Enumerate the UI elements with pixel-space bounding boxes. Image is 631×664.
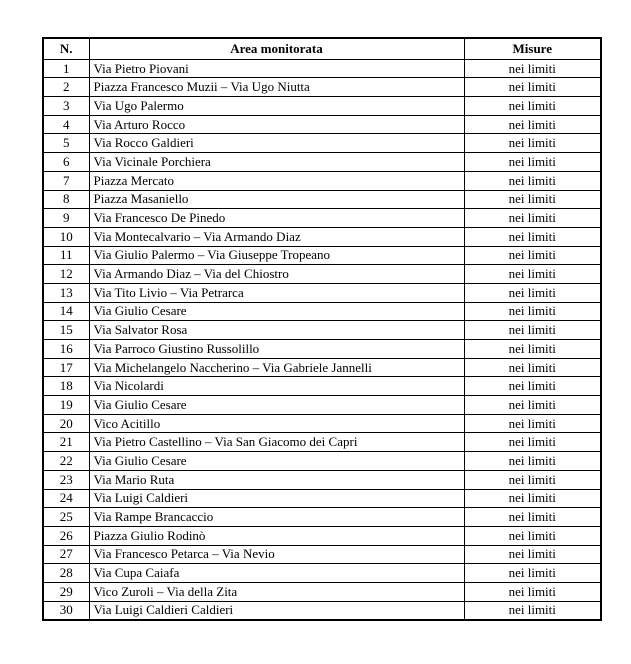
cell-row-number: 11 [43, 246, 89, 265]
cell-area-name: Via Rampe Brancaccio [89, 508, 464, 527]
table-row [43, 265, 601, 284]
cell-misure-value: nei limiti [464, 377, 601, 396]
cell-area-name: Via Parroco Giustino Russolillo [89, 340, 464, 359]
table-header-row [43, 38, 601, 59]
table-row [43, 470, 601, 489]
cell-row-number: 13 [43, 283, 89, 302]
cell-misure-value: nei limiti [464, 134, 601, 153]
table-row [43, 377, 601, 396]
cell-misure-value: nei limiti [464, 470, 601, 489]
cell-misure-value: nei limiti [464, 489, 601, 508]
table-row [43, 115, 601, 134]
cell-row-number: 8 [43, 190, 89, 209]
cell-misure-value: nei limiti [464, 545, 601, 564]
table-row [43, 78, 601, 97]
table-row [43, 321, 601, 340]
cell-misure-value: nei limiti [464, 97, 601, 116]
cell-row-number: 3 [43, 97, 89, 116]
cell-row-number: 12 [43, 265, 89, 284]
cell-misure-value: nei limiti [464, 433, 601, 452]
cell-area-name: Via Vicinale Porchiera [89, 153, 464, 172]
cell-row-number: 23 [43, 470, 89, 489]
cell-misure-value: nei limiti [464, 321, 601, 340]
cell-row-number: 15 [43, 321, 89, 340]
cell-row-number: 7 [43, 171, 89, 190]
cell-area-name: Via Cupa Caiafa [89, 564, 464, 583]
cell-row-number: 19 [43, 396, 89, 415]
table-row [43, 134, 601, 153]
table-row [43, 545, 601, 564]
cell-misure-value: nei limiti [464, 601, 601, 620]
cell-misure-value: nei limiti [464, 171, 601, 190]
cell-area-name: Piazza Mercato [89, 171, 464, 190]
table-row [43, 564, 601, 583]
cell-area-name: Via Giulio Cesare [89, 396, 464, 415]
table-row [43, 340, 601, 359]
cell-row-number: 14 [43, 302, 89, 321]
column-header-misure: Misure [464, 38, 601, 59]
table-row [43, 171, 601, 190]
cell-area-name: Via Pietro Piovani [89, 59, 464, 78]
cell-misure-value: nei limiti [464, 396, 601, 415]
cell-misure-value: nei limiti [464, 582, 601, 601]
cell-misure-value: nei limiti [464, 340, 601, 359]
cell-row-number: 25 [43, 508, 89, 527]
cell-area-name: Via Luigi Caldieri Caldieri [89, 601, 464, 620]
cell-row-number: 5 [43, 134, 89, 153]
cell-misure-value: nei limiti [464, 508, 601, 527]
cell-row-number: 21 [43, 433, 89, 452]
cell-area-name: Via Ugo Palermo [89, 97, 464, 116]
cell-misure-value: nei limiti [464, 227, 601, 246]
cell-row-number: 2 [43, 78, 89, 97]
table-row [43, 582, 601, 601]
cell-row-number: 4 [43, 115, 89, 134]
cell-misure-value: nei limiti [464, 526, 601, 545]
table-row [43, 209, 601, 228]
cell-misure-value: nei limiti [464, 302, 601, 321]
table-row [43, 414, 601, 433]
cell-row-number: 22 [43, 452, 89, 471]
cell-misure-value: nei limiti [464, 452, 601, 471]
cell-row-number: 16 [43, 340, 89, 359]
cell-misure-value: nei limiti [464, 283, 601, 302]
cell-row-number: 24 [43, 489, 89, 508]
cell-area-name: Via Nicolardi [89, 377, 464, 396]
cell-misure-value: nei limiti [464, 209, 601, 228]
cell-misure-value: nei limiti [464, 115, 601, 134]
cell-area-name: Piazza Francesco Muzii – Via Ugo Niutta [89, 78, 464, 97]
column-header-n: N. [43, 38, 89, 59]
cell-row-number: 17 [43, 358, 89, 377]
cell-row-number: 27 [43, 545, 89, 564]
column-header-area: Area monitorata [89, 38, 464, 59]
cell-area-name: Via Mario Ruta [89, 470, 464, 489]
cell-area-name: Via Pietro Castellino – Via San Giacomo dei Capri [89, 433, 464, 452]
cell-row-number: 9 [43, 209, 89, 228]
cell-misure-value: nei limiti [464, 78, 601, 97]
cell-area-name: Piazza Masaniello [89, 190, 464, 209]
cell-misure-value: nei limiti [464, 190, 601, 209]
cell-area-name: Via Giulio Cesare [89, 302, 464, 321]
table-row [43, 153, 601, 172]
table-body [43, 59, 601, 620]
table-row [43, 601, 601, 620]
cell-misure-value: nei limiti [464, 414, 601, 433]
cell-area-name: Via Francesco Petarca – Via Nevio [89, 545, 464, 564]
monitoring-table [42, 37, 602, 621]
cell-area-name: Via Montecalvario – Via Armando Diaz [89, 227, 464, 246]
table-row [43, 190, 601, 209]
table-row [43, 433, 601, 452]
cell-misure-value: nei limiti [464, 246, 601, 265]
cell-area-name: Via Tito Livio – Via Petrarca [89, 283, 464, 302]
cell-row-number: 28 [43, 564, 89, 583]
cell-area-name: Piazza Giulio Rodinò [89, 526, 464, 545]
cell-row-number: 30 [43, 601, 89, 620]
cell-area-name: Via Arturo Rocco [89, 115, 464, 134]
cell-misure-value: nei limiti [464, 59, 601, 78]
table-row [43, 508, 601, 527]
cell-area-name: Via Francesco De Pinedo [89, 209, 464, 228]
cell-row-number: 10 [43, 227, 89, 246]
table-row [43, 59, 601, 78]
cell-area-name: Via Giulio Cesare [89, 452, 464, 471]
table-row [43, 489, 601, 508]
cell-area-name: Via Michelangelo Naccherino – Via Gabriele Jannelli [89, 358, 464, 377]
cell-misure-value: nei limiti [464, 153, 601, 172]
cell-area-name: Via Rocco Galdieri [89, 134, 464, 153]
table-row [43, 227, 601, 246]
cell-misure-value: nei limiti [464, 564, 601, 583]
cell-misure-value: nei limiti [464, 358, 601, 377]
cell-misure-value: nei limiti [464, 265, 601, 284]
cell-row-number: 1 [43, 59, 89, 78]
cell-area-name: Vico Acitillo [89, 414, 464, 433]
table-row [43, 302, 601, 321]
cell-area-name: Via Salvator Rosa [89, 321, 464, 340]
table-row [43, 526, 601, 545]
cell-row-number: 6 [43, 153, 89, 172]
cell-area-name: Via Armando Diaz – Via del Chiostro [89, 265, 464, 284]
table-row [43, 452, 601, 471]
cell-area-name: Vico Zuroli – Via della Zita [89, 582, 464, 601]
cell-row-number: 18 [43, 377, 89, 396]
table-row [43, 396, 601, 415]
cell-row-number: 20 [43, 414, 89, 433]
table-row [43, 358, 601, 377]
cell-row-number: 26 [43, 526, 89, 545]
cell-area-name: Via Luigi Caldieri [89, 489, 464, 508]
cell-row-number: 29 [43, 582, 89, 601]
cell-area-name: Via Giulio Palermo – Via Giuseppe Tropeano [89, 246, 464, 265]
table-row [43, 97, 601, 116]
table-row [43, 283, 601, 302]
table-row [43, 246, 601, 265]
